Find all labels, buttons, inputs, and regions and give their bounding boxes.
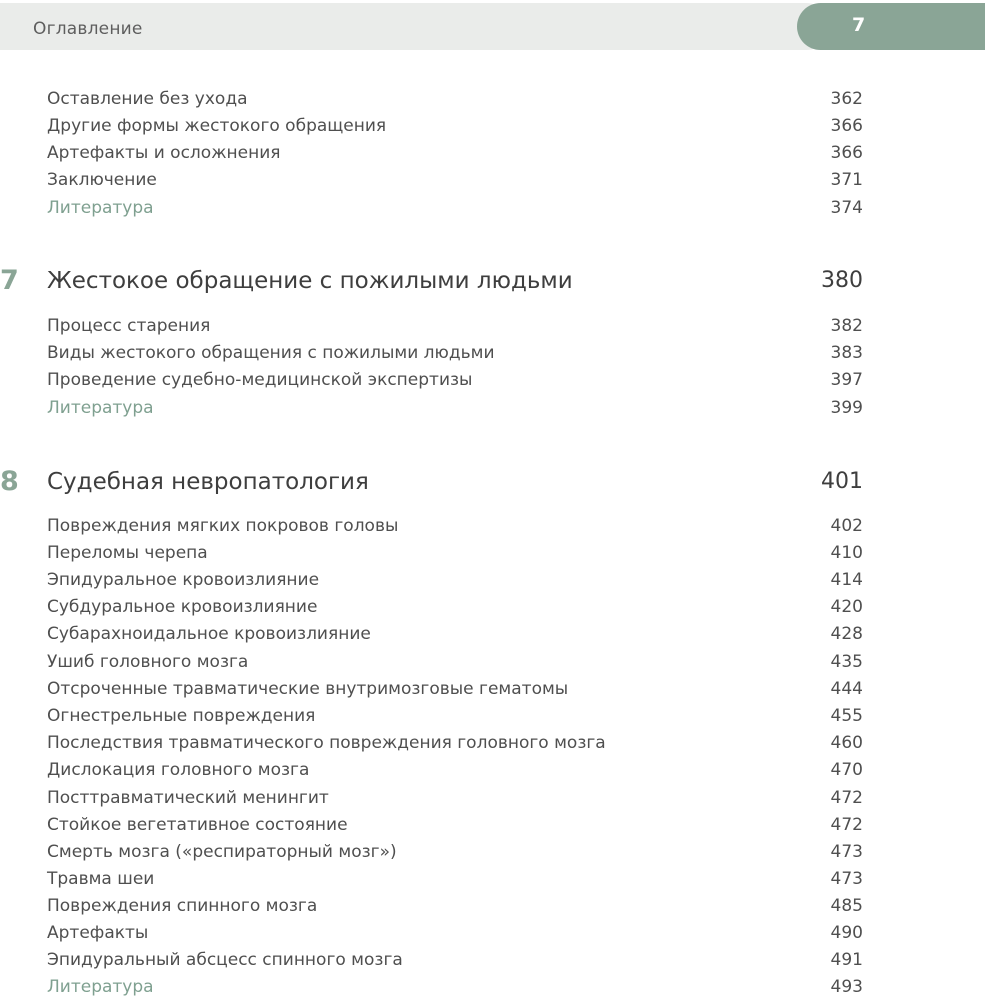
toc-entry-page: 366 [830, 116, 863, 136]
header-title: Оглавление [33, 19, 143, 39]
toc-entry[interactable] [47, 341, 863, 365]
toc-entry-title: Эпидуральный абсцесс спинного мозга [47, 950, 403, 970]
toc-entry[interactable] [47, 948, 863, 972]
toc-entry-page: 493 [830, 977, 863, 997]
toc-entry-page: 371 [830, 170, 863, 190]
toc-entry-title: Проведение судебно-медицинской экспертизы [47, 370, 473, 390]
toc-entry-literature[interactable] [47, 196, 863, 220]
toc-entry-page: 366 [830, 143, 863, 163]
toc-entry-title: Последствия травматического повреждения головного мозга [47, 733, 606, 753]
toc-entry-title: Посттравматический менингит [47, 788, 329, 808]
toc-entry[interactable] [47, 650, 863, 674]
toc-entry-page: 473 [830, 869, 863, 889]
toc-entry-title: Огнестрельные повреждения [47, 706, 316, 726]
toc-entry[interactable] [47, 867, 863, 891]
toc-entry-title: Отсроченные травматические внутримозговые гематомы [47, 679, 569, 699]
toc-entry-page: 444 [830, 679, 863, 699]
toc-entry-title: Оставление без ухода [47, 89, 248, 109]
chapter-title: Жестокое обращение с пожилыми людьми [47, 268, 573, 294]
toc-entry-title: Переломы черепа [47, 543, 208, 563]
toc-entry[interactable] [47, 921, 863, 945]
toc-entry-page: 399 [830, 398, 863, 418]
toc-entry[interactable] [47, 568, 863, 592]
toc-entry-page: 428 [830, 624, 863, 644]
toc-entry[interactable] [47, 786, 863, 810]
toc-entry-page: 472 [830, 788, 863, 808]
toc-entry-title: Субарахноидальное кровоизлияние [47, 624, 371, 644]
toc-entry-title: Литература [47, 398, 154, 418]
toc-entry-title: Ушиб головного мозга [47, 652, 249, 672]
toc-entry-title: Виды жестокого обращения с пожилыми людьми [47, 343, 495, 363]
toc-entry[interactable] [47, 813, 863, 837]
toc-entry[interactable] [47, 731, 863, 755]
toc-entry-title: Повреждения спинного мозга [47, 896, 318, 916]
toc-entry[interactable] [47, 622, 863, 646]
toc-entry-page: 485 [830, 896, 863, 916]
toc-entry[interactable] [47, 677, 863, 701]
toc-entry-page: 362 [830, 89, 863, 109]
toc-entry-title: Литература [47, 977, 154, 997]
toc-entry[interactable] [47, 894, 863, 918]
toc-entry-page: 473 [830, 842, 863, 862]
toc-entry[interactable] [47, 595, 863, 619]
toc-entry-title: Повреждения мягких покровов головы [47, 516, 399, 536]
toc-entry-title: Дислокация головного мозга [47, 760, 310, 780]
chapter-number: 8 [0, 466, 19, 497]
toc-entry-page: 472 [830, 815, 863, 835]
chapter-number: 7 [0, 265, 19, 296]
toc-entry-title: Стойкое вегетативное состояние [47, 815, 348, 835]
toc-entry-page: 382 [830, 316, 863, 336]
toc-entry-literature[interactable] [47, 396, 863, 420]
toc-entry-title: Другие формы жестокого обращения [47, 116, 387, 136]
chapter-title: Судебная невропатология [47, 469, 369, 495]
toc-entry-title: Эпидуральное кровоизлияние [47, 570, 320, 590]
toc-entry-title: Артефакты и осложнения [47, 143, 281, 163]
chapter-page: 401 [821, 469, 863, 494]
toc-entry-title: Процесс старения [47, 316, 211, 336]
toc-entry-title: Литература [47, 198, 154, 218]
toc-entry-literature[interactable] [47, 975, 863, 999]
toc-entry-page: 470 [830, 760, 863, 780]
toc-entry-page: 490 [830, 923, 863, 943]
toc-entry-page: 455 [830, 706, 863, 726]
toc-entry[interactable] [47, 541, 863, 565]
chapter-page: 380 [821, 268, 863, 293]
toc-entry[interactable] [47, 368, 863, 392]
toc-entry-title: Артефакты [47, 923, 149, 943]
chapter-7-heading[interactable] [0, 264, 863, 298]
toc-entry[interactable] [47, 87, 863, 111]
toc-entry[interactable] [47, 514, 863, 538]
toc-entry-title: Заключение [47, 170, 157, 190]
toc-entry-page: 491 [830, 950, 863, 970]
toc-entry-page: 435 [830, 652, 863, 672]
toc-entry[interactable] [47, 758, 863, 782]
toc-entry[interactable] [47, 314, 863, 338]
toc-entry-page: 383 [830, 343, 863, 363]
toc-entry-page: 397 [830, 370, 863, 390]
toc-entry-page: 414 [830, 570, 863, 590]
toc-entry-page: 410 [830, 543, 863, 563]
toc-entry-title: Субдуральное кровоизлияние [47, 597, 318, 617]
page-number: 7 [852, 14, 866, 36]
toc-entry[interactable] [47, 141, 863, 165]
toc-entry-title: Травма шеи [47, 869, 155, 889]
toc-entry-page: 420 [830, 597, 863, 617]
toc-entry[interactable] [47, 840, 863, 864]
toc-entry-page: 374 [830, 198, 863, 218]
toc-entry-title: Смерть мозга («респираторный мозг») [47, 842, 397, 862]
toc-entry[interactable] [47, 114, 863, 138]
toc-entry-page: 460 [830, 733, 863, 753]
toc-entry[interactable] [47, 704, 863, 728]
toc-entry[interactable] [47, 168, 863, 192]
chapter-8-heading[interactable] [0, 465, 863, 499]
toc-entry-page: 402 [830, 516, 863, 536]
